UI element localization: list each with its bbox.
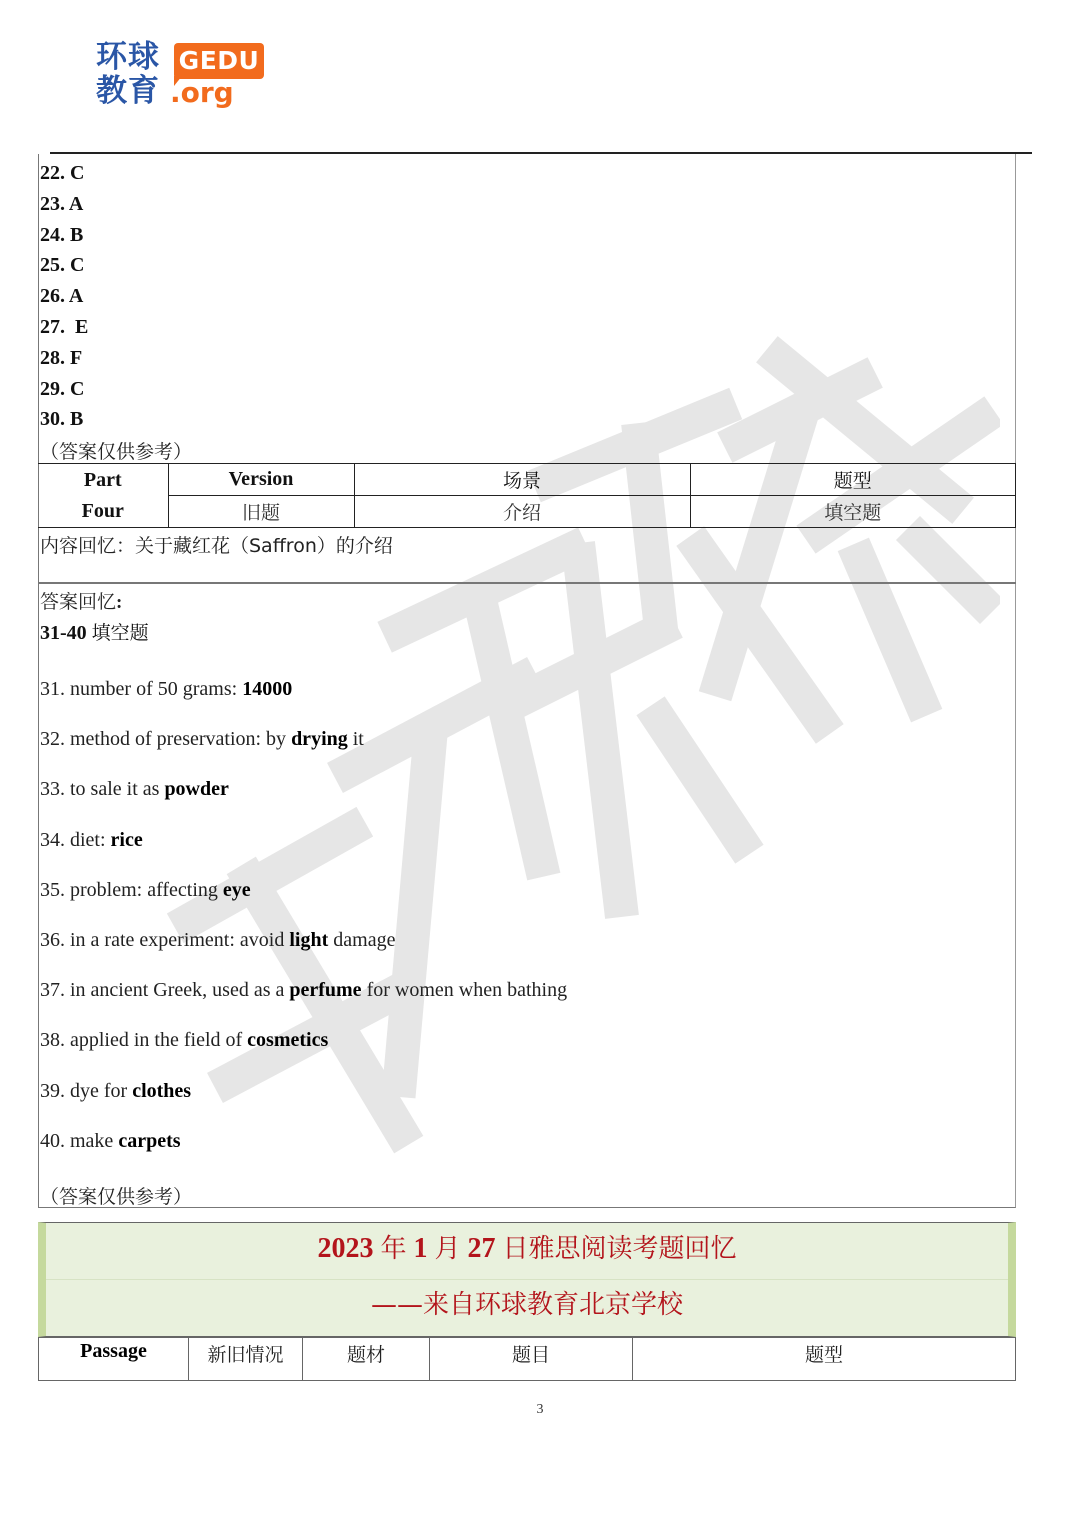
part-three-answer-list <box>40 158 88 435</box>
answer-prompt: 37. in ancient Greek, used as a <box>40 979 290 1002</box>
header-new-old-status: 新旧情况 <box>189 1338 303 1381</box>
answer-prompt: 34. diet: <box>40 828 111 851</box>
fill-answer-item <box>40 674 567 724</box>
content-recall: 内容回忆：关于藏红花（Saffron）的介绍 <box>40 535 393 557</box>
answer-item: 24. B <box>40 223 84 246</box>
value-scene: 介绍 <box>354 496 690 528</box>
answer-prompt: 36. in a rate experiment: avoid <box>40 928 290 951</box>
answer-key: drying <box>291 728 348 751</box>
question-range-type: 填空题 <box>91 622 149 644</box>
answer-item: 26. A <box>40 285 84 308</box>
part-label-cell <box>38 464 168 528</box>
banner-inner-rule <box>46 1279 1008 1280</box>
answer-key: perfume <box>289 979 362 1002</box>
logo-domain: .org <box>170 76 234 109</box>
answer-key: cosmetics <box>247 1029 329 1052</box>
fill-answer-item <box>40 1126 567 1176</box>
answer-prompt: 39. dye for <box>40 1079 133 1102</box>
answer-item: 28. F <box>40 346 83 369</box>
fill-answer-item <box>40 975 567 1025</box>
answer-prompt: 38. applied in the field of <box>40 1029 248 1052</box>
answer-prompt: 35. problem: affecting <box>40 878 223 901</box>
answer-key: light <box>289 928 329 951</box>
answer-key: carpets <box>118 1129 181 1152</box>
question-range <box>40 618 149 648</box>
header-scene: 场景 <box>354 464 690 496</box>
gedu-logo <box>96 40 266 112</box>
part-label: Part <box>83 468 122 491</box>
banner-day: 27 <box>467 1233 496 1264</box>
logo-line-2: 教育 <box>96 73 160 109</box>
header-version: Version <box>168 464 354 496</box>
answer-item: 27. E <box>40 315 89 338</box>
page-number: 3 <box>536 1402 544 1417</box>
answer-item: 22. C <box>40 162 85 184</box>
answer-prompt: 31. number of 50 grams: <box>40 678 243 700</box>
fill-answer-item <box>40 1076 567 1126</box>
header-title: 题目 <box>430 1338 633 1381</box>
header-passage: Passage <box>39 1338 189 1381</box>
passage-table <box>38 1337 1016 1381</box>
answer-suffix: damage <box>328 928 396 951</box>
answer-item: 25. C <box>40 254 85 277</box>
answer-item: 29. C <box>40 377 85 400</box>
fill-answer-item <box>40 825 567 875</box>
banner-title <box>46 1229 1008 1269</box>
logo-gedu-badge: GEDU <box>174 43 264 79</box>
fill-answer-item <box>40 724 567 774</box>
exam-date-banner <box>38 1222 1016 1337</box>
header-question-type: 题型 <box>633 1338 1016 1381</box>
answer-key: clothes <box>132 1079 192 1102</box>
value-version: 旧题 <box>168 496 354 528</box>
banner-title-rest: 日雅思阅读考题回忆 <box>502 1234 737 1264</box>
header-topic: 题材 <box>303 1338 430 1381</box>
logo-chinese-text <box>96 40 160 108</box>
answer-key: rice <box>110 828 143 851</box>
answer-prompt: 40. make <box>40 1129 119 1152</box>
answer-key: eye <box>222 878 251 901</box>
reference-note-bottom: （答案仅供参考） <box>40 1186 193 1208</box>
banner-month-unit: 月 <box>434 1234 461 1264</box>
answer-key: powder <box>164 778 229 801</box>
fill-answer-item <box>40 774 567 824</box>
reference-note: （答案仅供参考） <box>40 441 193 463</box>
banner-subtitle: ——来自环球教育北京学校 <box>370 1290 683 1320</box>
answer-recall-colon: : <box>116 592 123 613</box>
answer-item: 30. B <box>40 408 84 431</box>
answer-suffix: it <box>347 728 364 751</box>
fill-answer-item <box>40 875 567 925</box>
answer-prompt: 33. to sale it as <box>40 778 165 801</box>
fill-answer-item <box>40 1025 567 1075</box>
fill-answer-list <box>40 674 567 1176</box>
part-four-table <box>38 463 1016 528</box>
section-divider <box>38 582 1016 584</box>
banner-year: 2023 <box>317 1233 374 1264</box>
answer-item: 23. A <box>40 192 84 215</box>
value-question-type: 填空题 <box>690 496 1016 528</box>
answer-prompt: 32. method of preservation: by <box>40 728 292 751</box>
banner-year-unit: 年 <box>380 1234 407 1264</box>
logo-line-1: 环球 <box>96 39 160 75</box>
answer-recall-heading <box>40 587 149 648</box>
question-range-numbers: 31-40 <box>40 622 87 644</box>
part-number: Four <box>81 499 124 522</box>
answer-key: 14000 <box>242 678 293 700</box>
banner-month: 1 <box>413 1233 428 1264</box>
header-question-type: 题型 <box>690 464 1016 496</box>
answer-recall-label: 答案回忆 <box>40 591 117 613</box>
answer-suffix: for women when bathing <box>361 979 568 1002</box>
fill-answer-item <box>40 925 567 975</box>
answer-recall-title <box>40 587 149 618</box>
